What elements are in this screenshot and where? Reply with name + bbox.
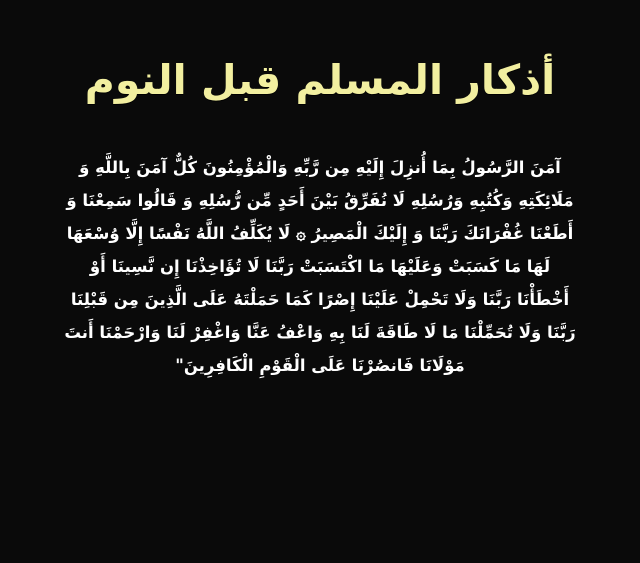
verse-line: رَبَّنَا وَلَا تُحَمِّلْنَا مَا لَا طَاقَةَ لَنَا بِهِ وَاعْفُ عَنَّا وَاغْفِرْ لَنَا وَارْحَمْنَا أَنتَ: [64, 323, 576, 343]
page-title: أذكار المسلم قبل النوم: [84, 56, 556, 104]
verse-line: أَخْطَأْنَا رَبَّنَا وَلَا تَحْمِلْ عَلَيْنَا إِصْرًا كَمَا حَمَلْتَهُ عَلَى الَّذِينَ مِن قَبْلِنَا: [70, 290, 570, 310]
verse-line: مَلَائِكَتِهِ وَكُتُبِهِ وَرُسُلِهِ لَا نُفَرِّقُ بَيْنَ أَحَدٍ مِّن رُّسُلِهِ وَ قَالُوا سَمِعْنَا وَ: [66, 191, 574, 211]
verse-line: مَوْلَانَا فَانصُرْنَا عَلَى الْقَوْمِ الْكَافِرِينَ": [175, 356, 465, 376]
verse-line: لَهَا مَا كَسَبَتْ وَعَلَيْهَا مَا اكْتَسَبَتْ رَبَّنَا لَا تُؤَاخِذْنَا إِن نَّسِينَا أَوْ: [89, 257, 551, 277]
verse-line: أَطَعْنَا غُفْرَانَكَ رَبَّنَا وَ إِلَيْكَ الْمَصِيرُ ۞ لَا يُكَلِّفُ اللَّهُ نَفْسًا إِلَّا وُسْعَهَا: [66, 224, 574, 244]
verse-line: آمَنَ الرَّسُولُ بِمَا أُنزِلَ إِلَيْهِ مِن رَّبِّهِ وَالْمُؤْمِنُونَ كُلٌّ آمَنَ بِاللَّهِ وَ: [79, 158, 561, 178]
verse-text-block: [28, 151, 613, 382]
